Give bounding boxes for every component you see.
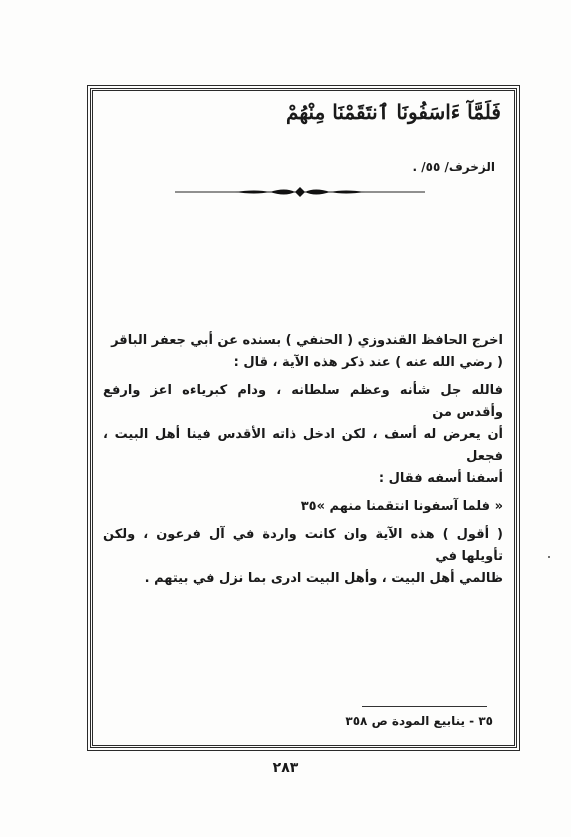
paragraph-line: أن يعرض له أسف ، لكن ادخل ذاته الأقدس فينا أهل البيت ، فجعل xyxy=(103,427,503,464)
quoted-verse: « فلما آسفونا انتقمنا منهم »٣٥ xyxy=(300,499,503,514)
footnote-divider xyxy=(362,706,487,707)
main-text xyxy=(103,330,503,590)
paragraph-line: فالله جل شأنه وعظم سلطانه ، ودام كبرياءه اعز وارفع وأقدس من xyxy=(103,383,503,420)
paragraph-line: اخرج الحافظ القندوزي ( الحنفي ) بسنده عن أبي جعفر الباقر xyxy=(111,333,503,348)
footnote: ٣٥ - ينابيع المودة ص ٣٥٨ xyxy=(345,714,493,728)
page-number: ٢٨٣ xyxy=(272,760,299,776)
paragraph-line: ( رضي الله عنه ) عند ذكر هذه الآية ، قال : xyxy=(233,355,503,370)
quran-verse: فَلَمَّآ ءَاسَفُونَا ٱنتَقَمْنَا مِنْهُمْ xyxy=(286,100,501,124)
paragraph-line: ظالمي أهل البيت ، وأهل البيت ادرى بما نزل في بيتهم . xyxy=(144,571,503,586)
paragraph-line: ( أقول ) هذه الآية وان كانت واردة في آل فرعون ، ولكن تأويلها في xyxy=(103,527,503,564)
decorative-divider-ornament xyxy=(175,184,425,200)
scan-speck xyxy=(548,556,550,558)
paragraph-line: أسفنا أسفه فقال : xyxy=(378,471,503,486)
verse-reference: الزخرف/ ٥٥/ . xyxy=(412,160,495,174)
